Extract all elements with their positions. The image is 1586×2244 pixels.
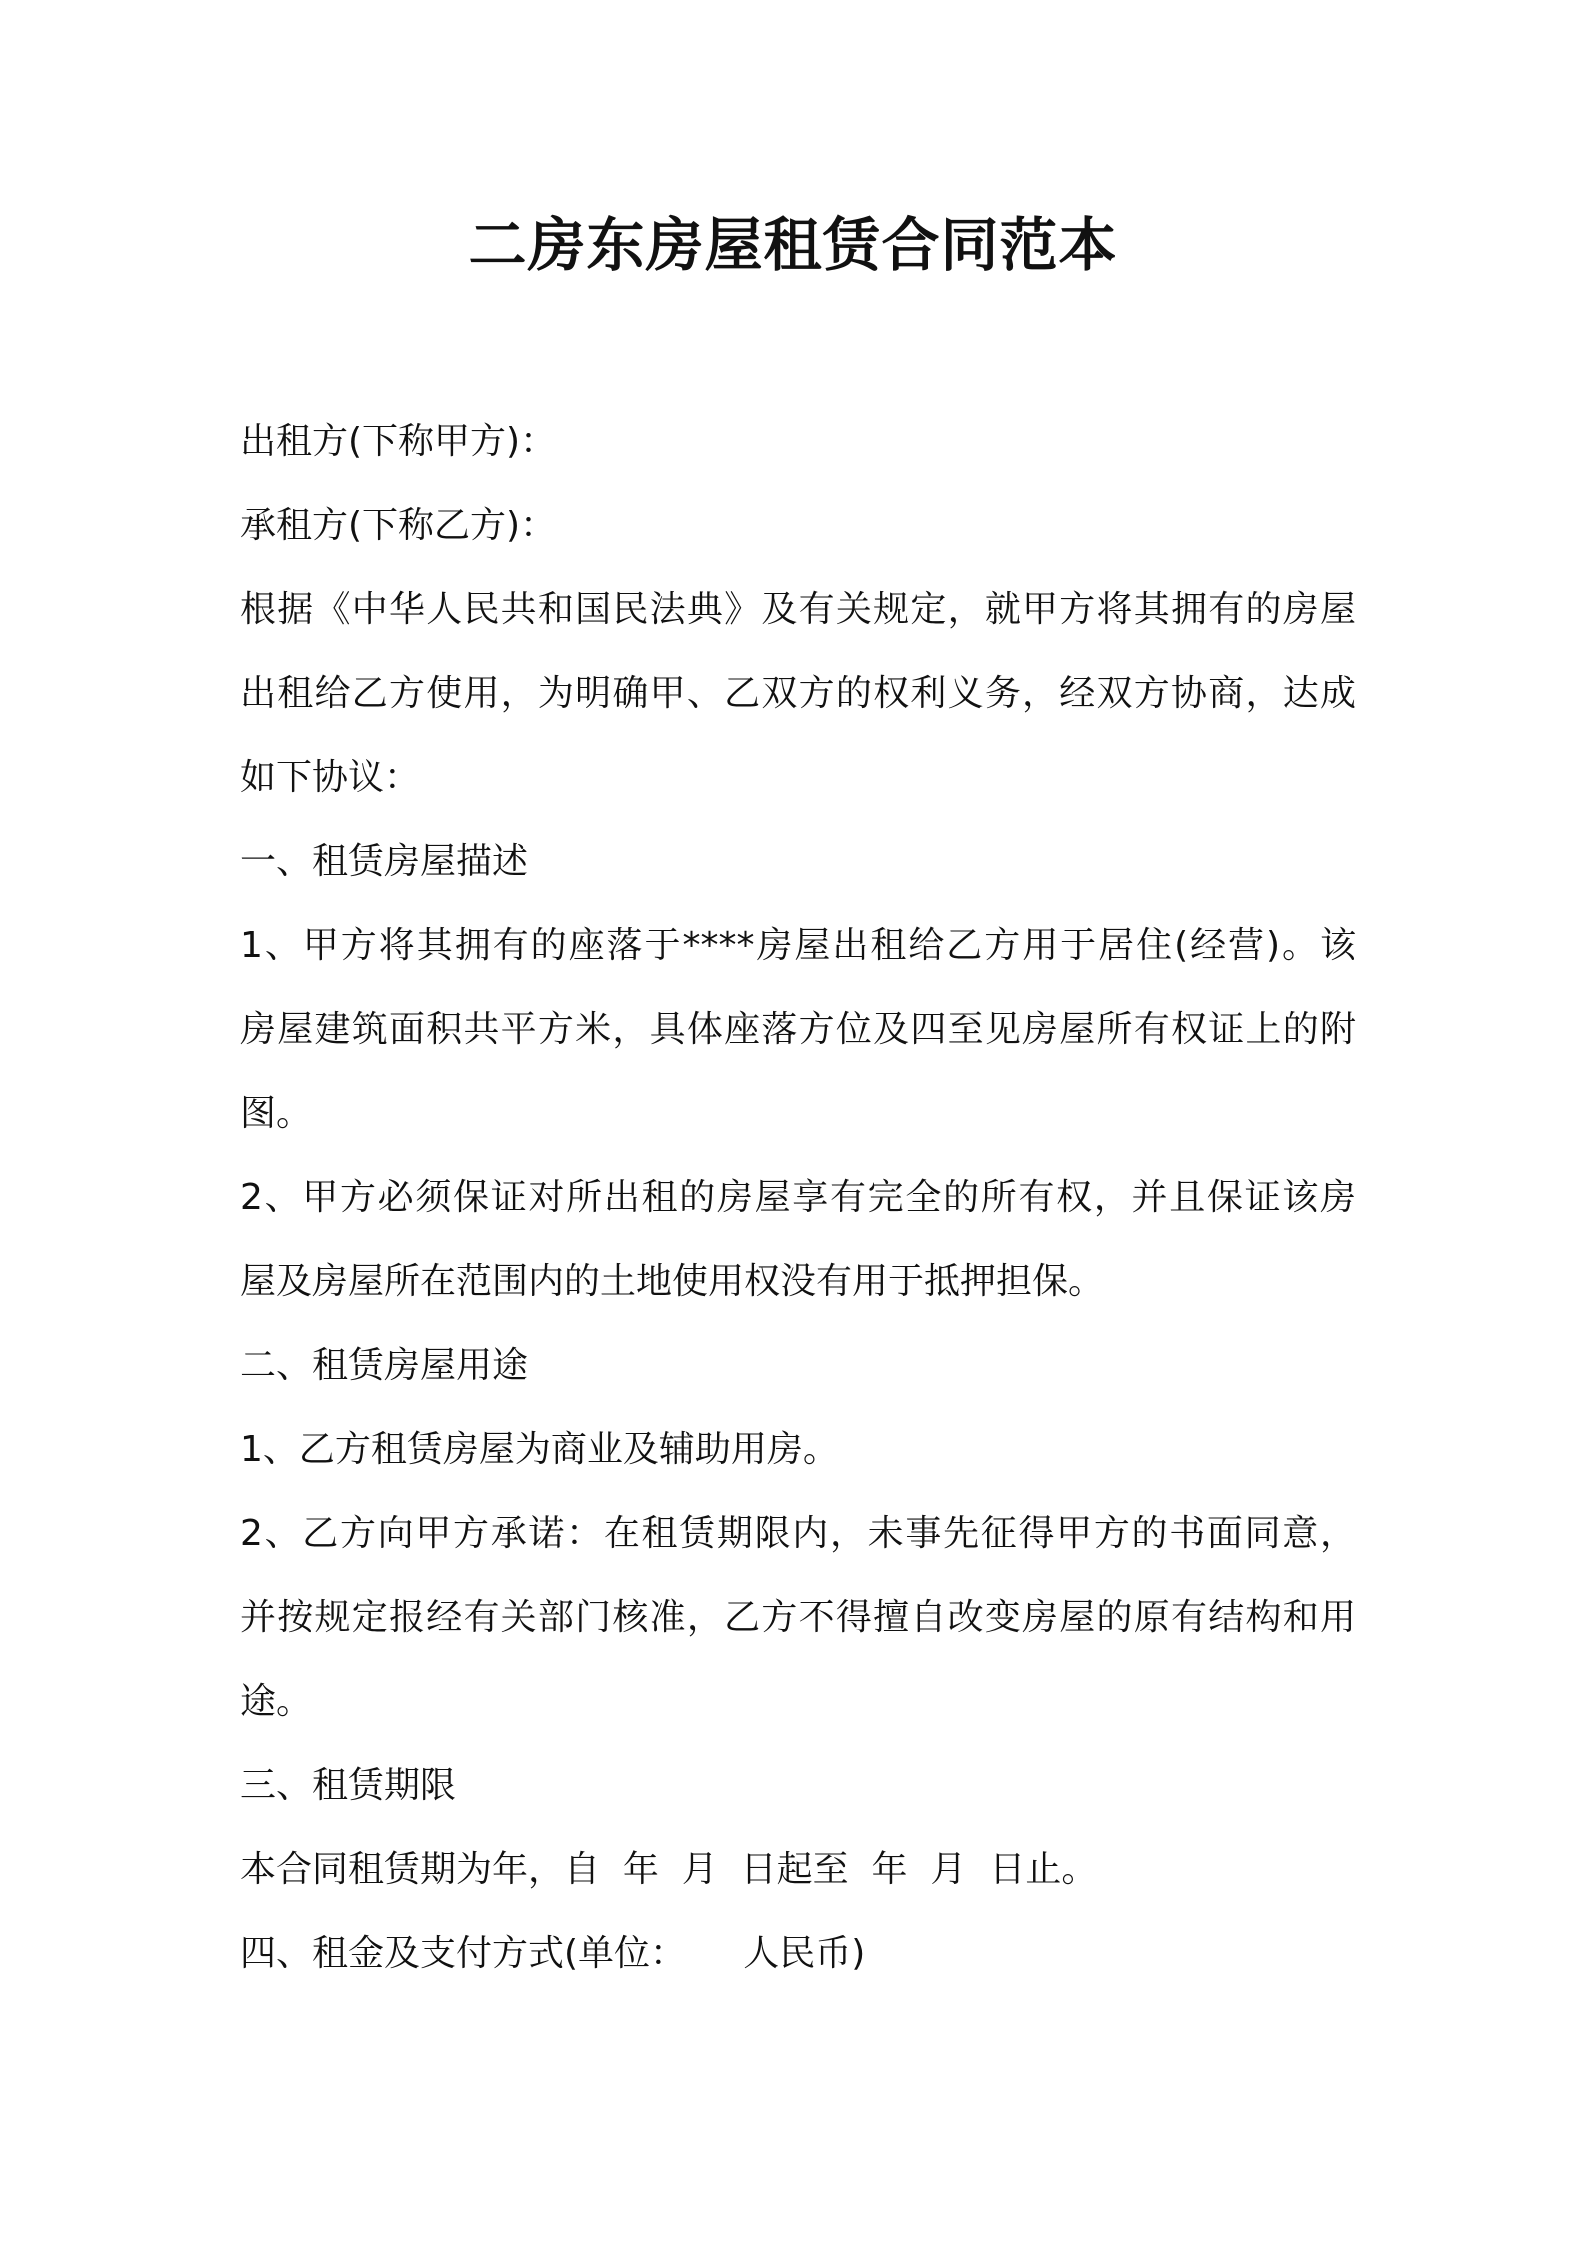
document-line: 2、甲方必须保证对所出租的房屋享有完全的所有权，并且保证该房 xyxy=(240,1177,1356,1218)
document-line: 出租给乙方使用，为明确甲、乙双方的权利义务，经双方协商，达成 xyxy=(240,673,1356,714)
document-line: 房屋建筑面积共平方米，具体座落方位及四至见房屋所有权证上的附 xyxy=(240,1009,1356,1050)
document-line: 并按规定报经有关部门核准，乙方不得擅自改变房屋的原有结构和用 xyxy=(240,1597,1356,1638)
document-line: 出租方(下称甲方)： xyxy=(240,421,557,462)
document-line: 途。 xyxy=(240,1681,313,1722)
section-heading: 二、租赁房屋用途 xyxy=(240,1345,529,1386)
document-line: 承租方(下称乙方)： xyxy=(240,505,557,546)
document-line: 屋及房屋所在范围内的土地使用权没有用于抵押担保。 xyxy=(240,1261,1105,1302)
document-line: 本合同租赁期为年，自 年 月 日起至 年 月 日止。 xyxy=(240,1849,1098,1890)
document-title: 二房东房屋租赁合同范本 xyxy=(468,211,1118,279)
document-line: 如下协议： xyxy=(240,757,421,798)
section-heading: 四、租金及支付方式(单位： 人民币) xyxy=(240,1933,866,1974)
section-heading: 一、租赁房屋描述 xyxy=(240,841,529,882)
document-line: 图。 xyxy=(240,1093,313,1134)
document-line: 根据《中华人民共和国民法典》及有关规定，就甲方将其拥有的房屋 xyxy=(240,589,1356,630)
section-heading: 三、租赁期限 xyxy=(240,1765,457,1806)
document-line: 1、甲方将其拥有的座落于****房屋出租给乙方用于居住(经营)。该 xyxy=(240,925,1356,966)
document-line: 2、乙方向甲方承诺：在租赁期限内，未事先征得甲方的书面同意， xyxy=(240,1513,1356,1554)
document-line: 1、乙方租赁房屋为商业及辅助用房。 xyxy=(240,1429,839,1470)
document-body xyxy=(240,400,1356,1996)
